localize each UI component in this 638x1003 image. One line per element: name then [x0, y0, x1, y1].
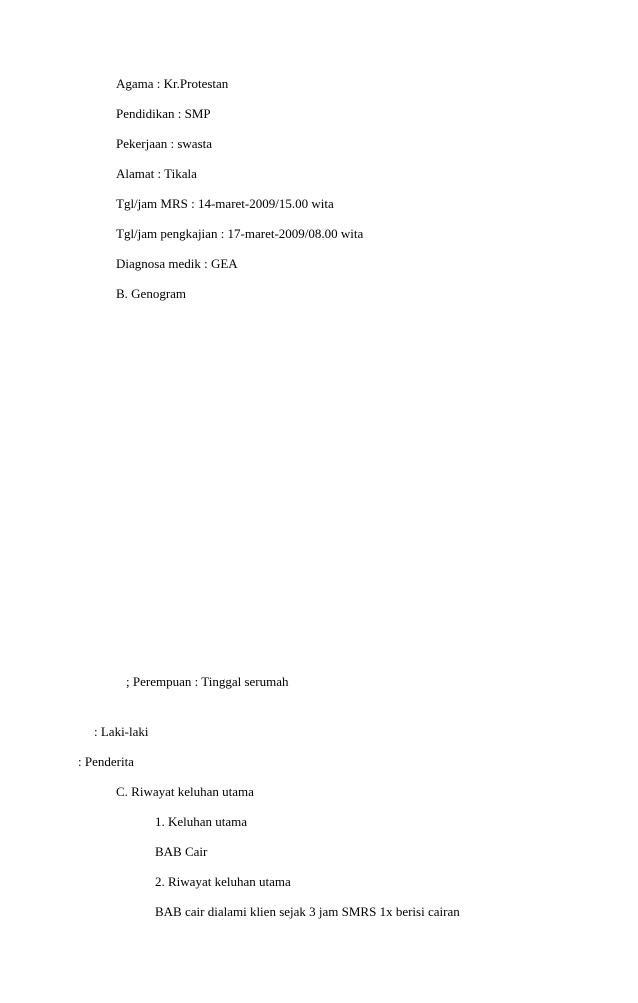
genogram-blank-area: [60, 310, 580, 660]
keluhan-utama-value: BAB Cair: [155, 844, 208, 859]
diagnosa-line: Diagnosa medik : GEA: [116, 256, 238, 271]
legend-perempuan: ; Perempuan : Tinggal serumah: [126, 674, 289, 689]
tgl-mrs-line: Tgl/jam MRS : 14-maret-2009/15.00 wita: [116, 196, 334, 211]
keluhan-utama-label: 1. Keluhan utama: [155, 814, 248, 829]
agama-line: Agama : Kr.Protestan: [116, 76, 229, 91]
legend-laki-laki: : Laki-laki: [94, 724, 149, 739]
pekerjaan-line: Pekerjaan : swasta: [116, 136, 213, 151]
pendidikan-line: Pendidikan : SMP: [116, 106, 211, 121]
genogram-heading: B. Genogram: [116, 286, 187, 301]
riwayat-heading: C. Riwayat keluhan utama: [116, 784, 254, 799]
riwayat-keluhan-label: 2. Riwayat keluhan utama: [155, 874, 291, 889]
tgl-pengkajian-line: Tgl/jam pengkajian : 17-maret-2009/08.00 wita: [116, 226, 364, 241]
riwayat-keluhan-value: BAB cair dialami klien sejak 3 jam SMRS 1x berisi cairan: [155, 904, 460, 919]
alamat-line: Alamat : Tikala: [116, 166, 197, 181]
legend-penderita: : Penderita: [78, 754, 134, 769]
